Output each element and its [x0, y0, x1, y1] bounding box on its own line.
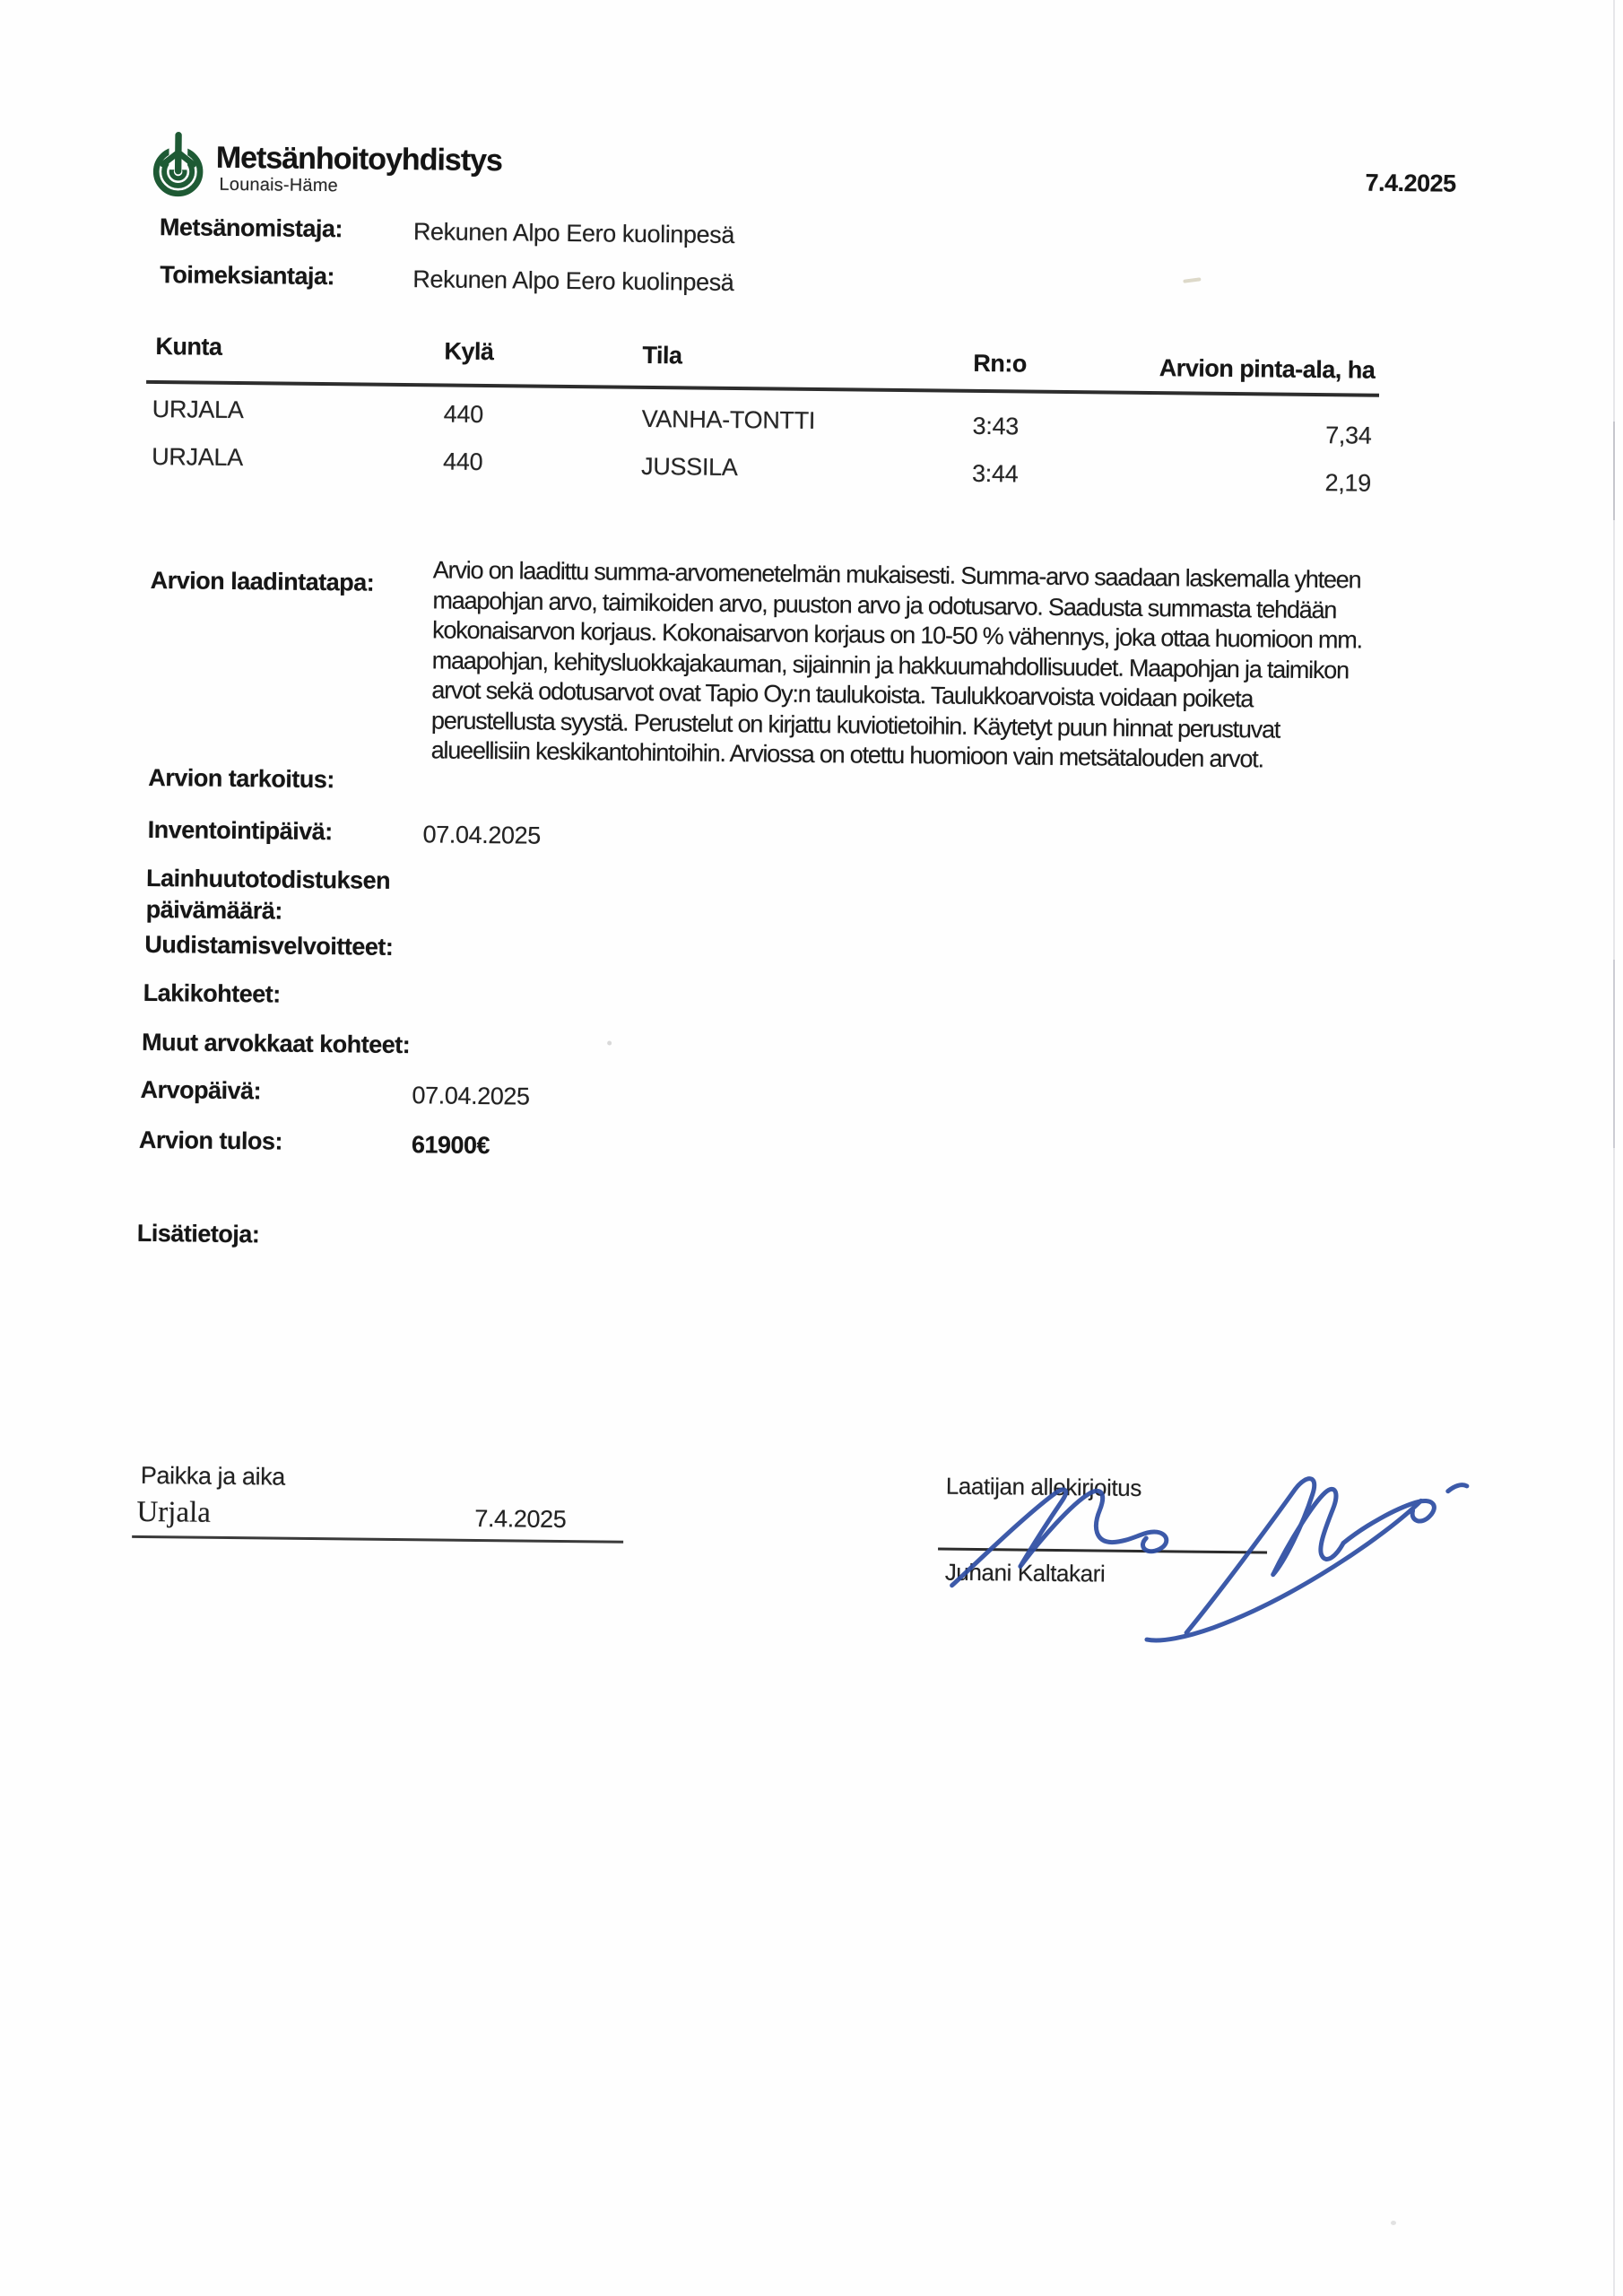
- valuation-result-label: Arvion tulos:: [138, 1126, 283, 1155]
- owner-label: Metsänomistaja:: [159, 213, 343, 243]
- col-header-rno: Rn:o: [973, 349, 1028, 378]
- legal-sites-label: Lakikohteet:: [143, 978, 281, 1008]
- scan-smudge: [1183, 277, 1201, 283]
- paragraph-line: alueellisiin keskikantohintoihin. Arviossa on otettu huomioon vain metsätalouden arvot.: [430, 736, 1263, 773]
- client-value: Rekunen Alpo Eero kuolinpesä: [412, 265, 734, 296]
- client-label: Toimeksiantaja:: [160, 261, 335, 291]
- place-date-value: 7.4.2025: [474, 1504, 567, 1534]
- inventory-date-label: Inventointipäivä:: [147, 815, 333, 846]
- org-name: Metsänhoitoyhdistys: [215, 140, 503, 178]
- value-date-label: Arvopäivä:: [140, 1075, 262, 1105]
- value-date-value: 07.04.2025: [412, 1082, 530, 1110]
- col-header-kunta: Kunta: [155, 333, 222, 361]
- method-label: Arvion laadintatapa:: [150, 566, 375, 596]
- cell-pinta-ala: 7,34: [1325, 422, 1372, 449]
- paragraph-line: arvot sekä odotusarvot ovat Tapio Oy:n taulukoista. Taulukkoarvoista voidaan poiketa: [431, 676, 1254, 713]
- org-subtitle: Lounais-Häme: [219, 174, 339, 196]
- valuation-result-value: 61900€: [411, 1131, 490, 1160]
- signer-name: Juhani Kaltakari: [944, 1558, 1106, 1587]
- cell-rno: 3:43: [972, 412, 1020, 440]
- paragraph-line: kokonaisarvon korjaus. Kokonaisarvon korjaus on 10-50 % vähennys, joka ottaa huomioon mm.: [431, 616, 1363, 654]
- owner-value: Rekunen Alpo Eero kuolinpesä: [412, 218, 735, 249]
- cell-kunta: URJALA: [152, 395, 244, 424]
- cell-pinta-ala: 2,19: [1324, 469, 1372, 497]
- cell-tila: VANHA-TONTTI: [641, 404, 816, 434]
- additional-info-label: Lisätietoja:: [136, 1219, 260, 1248]
- title-deed-date-label: Lainhuutotodistuksen päivämäärä:: [145, 864, 391, 925]
- paragraph-line: perustellusta syystä. Perustelut on kirjattu kuviotietoihin. Käytetyt puun hinnat perustuvat: [430, 706, 1280, 744]
- metsanhoitoyhdistys-logo-icon: [144, 131, 212, 198]
- cell-kunta: URJALA: [152, 442, 244, 472]
- col-header-tila: Tila: [642, 341, 682, 370]
- place-and-time-label: Paikka ja aika: [140, 1461, 286, 1491]
- cell-kyla: 440: [443, 400, 484, 428]
- cell-kyla: 440: [442, 448, 483, 475]
- inventory-date-value: 07.04.2025: [422, 821, 541, 849]
- document-date: 7.4.2025: [1365, 169, 1456, 197]
- other-valuable-sites-label: Muut arvokkaat kohteet:: [141, 1028, 411, 1059]
- paragraph-line: Arvio on laadittu summa-arvomenetelmän mukaisesti. Summa-arvo saadaan laskemalla yhteen: [432, 556, 1361, 594]
- method-paragraph: [430, 555, 1362, 776]
- handwritten-signature: [916, 1443, 1493, 1692]
- cell-tila: JUSSILA: [640, 452, 738, 482]
- paragraph-line: maapohjan arvo, taimikoiden arvo, puuston arvo ja odotusarvo. Saadusta summasta tehdään: [432, 586, 1337, 623]
- purpose-label: Arvion tarkoitus:: [148, 763, 335, 794]
- scan-speck: [607, 1041, 612, 1046]
- col-header-pinta-ala: Arvion pinta-ala, ha: [1159, 354, 1376, 384]
- regeneration-obligations-label: Uudistamisvelvoitteet:: [144, 930, 394, 961]
- col-header-kyla: Kylä: [444, 337, 494, 366]
- author-signature-label: Laatijan allekirjoitus: [945, 1472, 1142, 1501]
- cell-rno: 3:44: [971, 459, 1019, 488]
- place-value: Urjala: [136, 1495, 212, 1529]
- place-signature-line: [132, 1535, 623, 1544]
- table-header-rule: [146, 380, 1379, 397]
- paragraph-line: maapohjan, kehitysluokkajakauman, sijainnin ja hakkuumahdollisuudet. Maapohjan ja taimikon: [431, 646, 1350, 683]
